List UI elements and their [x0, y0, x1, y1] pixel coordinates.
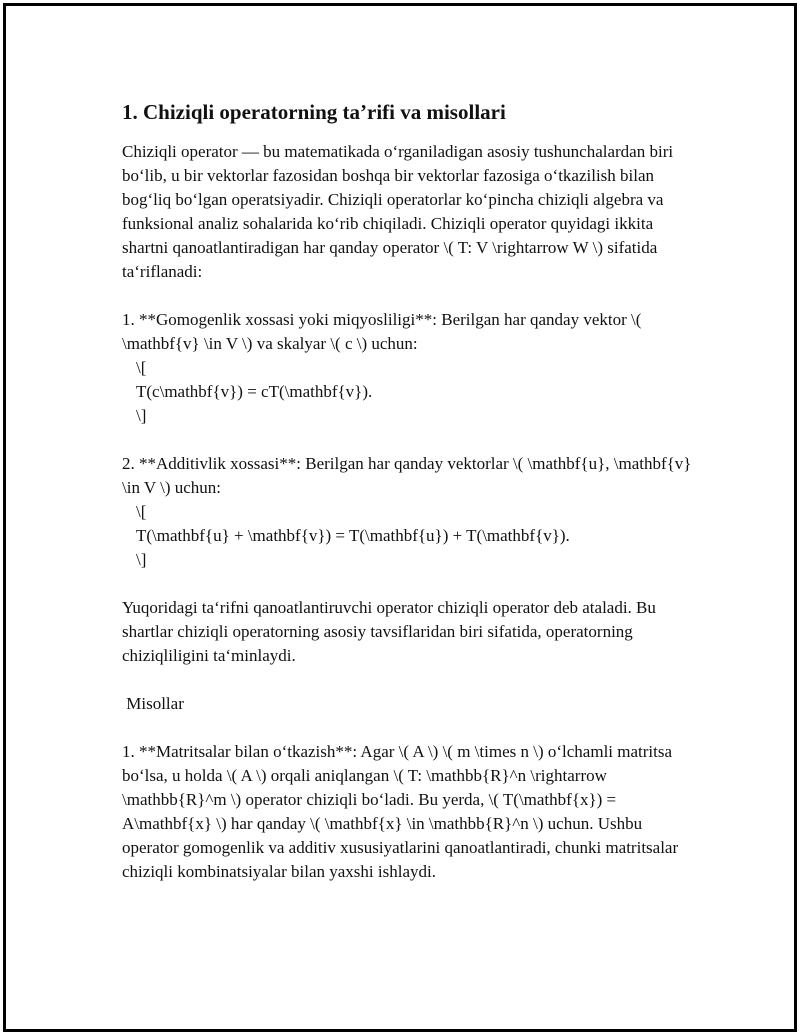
spacer	[122, 284, 694, 308]
example-1-text: 1. **Matritsalar bilan o‘tkazish**: Agar \( A \) \( m \times n \) o‘lchamli matritsa bo‘lsa, u holda \( A \) orqali aniqlangan \( T: \mathbb{R}^n \rightarrow \mathbb{R}^m \) operator chiziqli bo‘ladi. Bu yerda, \( T(\mathbf{x}) = A\mathbf{x} \) har qanday \( \mathbf{x} \in \mathbb{R}^n \) uchun. Ushbu operator gomogenlik va additiv xususiyatlarini qanoatlantiradi, chunki matritsalar chiziqli kombinatsiyalar bilan yaxshi ishlaydi.	[122, 742, 683, 881]
item-2-text: 2. **Additivlik xossasi**: Berilgan har qanday vektorlar \( \mathbf{u}, \mathbf{v} \in V \) uchun:	[122, 454, 696, 497]
section-title: 1. Chiziqli operatorning ta’rifi va misollari	[122, 100, 506, 124]
spacer	[122, 572, 694, 596]
item-1-close-bracket: \]	[136, 406, 147, 425]
intro-paragraph: Chiziqli operator — bu matematikada o‘rganiladigan asosiy tushunchalardan biri bo‘lib, u bir vektorlar fazosidan boshqa bir vektorlar fazosiga o‘tkazilish bilan bog‘liq bo‘lgan operatsiyadir. Chiziqli operatorlar ko‘pincha chiziqli algebra va funksional analiz sohalarida ko‘rib chiqiladi. Chiziqli operator quyidagi ikkita shartni qanoatlantiradigan har qanday operator \( T: V \rightarrow W \) sifatida ta‘riflanadi:	[122, 142, 678, 281]
item-1-formula: T(c\mathbf{v}) = cT(\mathbf{v}).	[136, 382, 373, 401]
spacer	[122, 716, 694, 740]
item-2-formula: T(\mathbf{u} + \mathbf{v}) = T(\mathbf{u}) + T(\mathbf{v}).	[136, 526, 570, 545]
item-2-open-bracket: \[	[136, 502, 147, 521]
item-1-text: 1. **Gomogenlik xossasi yoki miqyosliligi**: Berilgan har qanday vektor \( \mathbf{v} \in V \) va skalyar \( c \) uchun:	[122, 310, 646, 353]
item-2-close-bracket: \]	[136, 550, 147, 569]
item-1-open-bracket: \[	[136, 358, 147, 377]
spacer	[122, 668, 694, 692]
document-body	[122, 98, 694, 884]
page-frame	[3, 3, 797, 1032]
conclusion-paragraph: Yuqoridagi ta‘rifni qanoatlantiruvchi operator chiziqli operator deb ataladi. Bu shartlar chiziqli operatorning asosiy tavsiflaridan biri sifatida, operatorning chiziqliligini ta‘minlaydi.	[122, 598, 661, 665]
spacer	[122, 428, 694, 452]
examples-heading: Misollar	[122, 694, 184, 713]
